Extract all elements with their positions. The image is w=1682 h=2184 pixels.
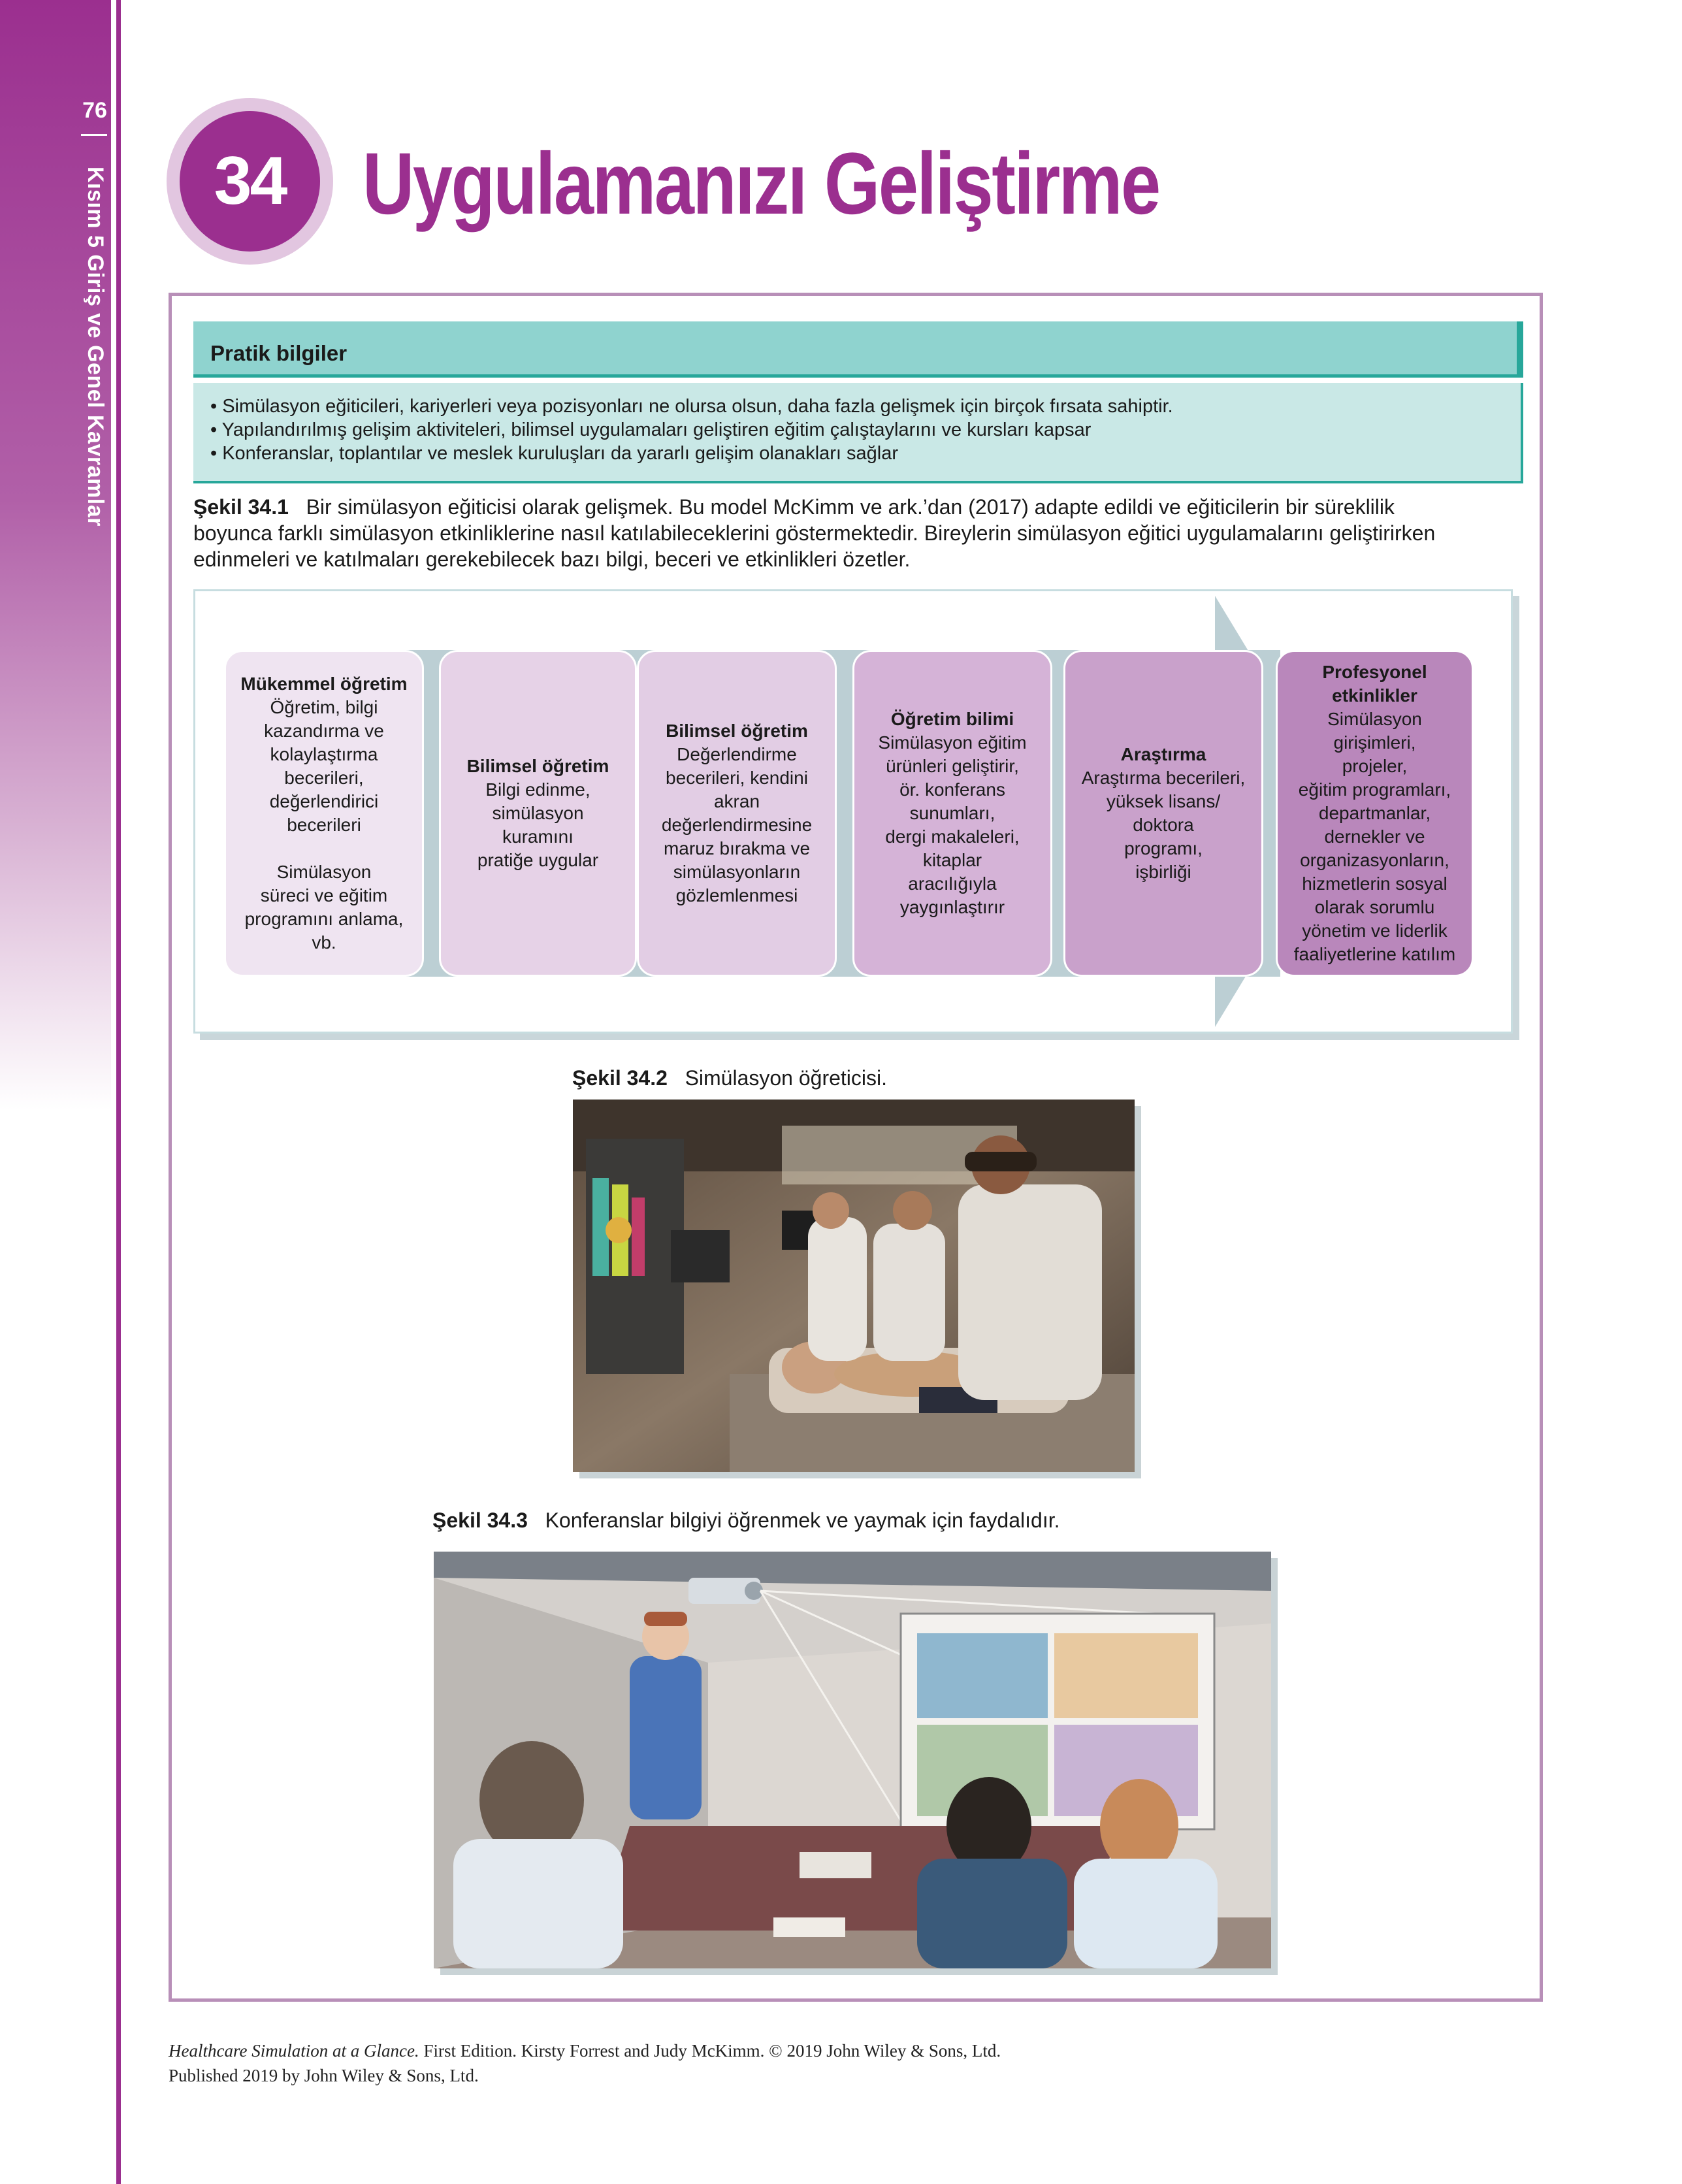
stage-line: projeler, — [1342, 756, 1408, 776]
stage-line: ürünleri geliştirir, — [886, 756, 1019, 776]
simulation-photo-illustration — [573, 1100, 1135, 1472]
stage-line: aracılığıyla — [908, 873, 997, 894]
page-number: 76 — [82, 98, 107, 123]
stage-title: Profesyonel etkinlikler — [1322, 662, 1427, 706]
stage-line: simülasyonların — [673, 862, 801, 882]
stage-line: yönetim ve liderlik — [1302, 921, 1447, 941]
stage-line: gözlemlenmesi — [675, 885, 798, 905]
section-title: Kısım 5 Giriş ve Genel Kavramlar — [83, 167, 108, 527]
practical-item: • Simülasyon eğiticileri, kariyerleri veya pozisyonları ne olursa olsun, daha fazla gelişmek için birçok fırsata sahiptir. — [210, 396, 1173, 417]
figure1-caption — [193, 494, 1526, 572]
figure1-caption-line: Bir simülasyon eğiticisi olarak gelişmek. Bu model McKimm ve ark.’dan (2017) adapte edildi ve eğiticilerin bir süreklilik — [306, 495, 1395, 519]
stage-line: süreci ve eğitim — [260, 885, 388, 905]
stage-line: Simülasyon — [276, 862, 372, 882]
stage-line: Bilgi edinme, — [485, 779, 590, 800]
figure3-caption-text: Konferanslar bilgiyi öğrenmek ve yaymak için faydalıdır. — [545, 1508, 1060, 1532]
stage-line: Araştırma becerileri, — [1081, 768, 1246, 788]
stage-line: işbirliği — [1135, 862, 1191, 882]
stage-box — [1063, 650, 1263, 977]
stage-line: akran — [713, 791, 760, 811]
stage-line: maruz bırakma ve — [663, 838, 811, 858]
stage-line: kolaylaştırma — [270, 744, 378, 764]
stage-box — [1276, 650, 1474, 977]
practical-box-header: Pratik bilgiler — [193, 321, 1523, 378]
sidebar-rule — [116, 0, 121, 2184]
stage-title: Bilimsel öğretim — [466, 756, 609, 776]
figure1-label: Şekil 34.1 — [193, 495, 289, 519]
stage-title: Mükemmel öğretim — [240, 674, 408, 694]
stage-line: olarak sorumlu — [1314, 897, 1435, 917]
stage-line: sunumları, — [909, 803, 995, 823]
stage-line: programını anlama, — [244, 909, 404, 929]
stage-line: kazandırma ve — [264, 721, 384, 741]
stage-line: girişimleri, — [1333, 732, 1416, 753]
footer-book-title: Healthcare Simulation at a Glance. — [169, 2041, 419, 2061]
stage-line: departmanlar, — [1318, 803, 1431, 823]
footer-publisher: Published 2019 by John Wiley & Sons, Ltd. — [169, 2066, 479, 2085]
stage-line: yüksek lisans/ — [1106, 791, 1221, 811]
stage-line: simülasyon — [492, 803, 584, 823]
stage-box — [637, 650, 837, 977]
stage-line: yaygınlaştırır — [899, 897, 1005, 917]
figure1-caption-line: boyunca farklı simülasyon etkinliklerine nasıl katılabileceklerini göstermektedir. Bireylerin simülasyon eğitici uygulamalarını geliştirirken — [193, 521, 1436, 545]
footer-citation — [169, 2038, 1001, 2088]
stage-line: eğitim programları, — [1298, 779, 1451, 800]
stage-line: pratiğe uygular — [477, 850, 599, 870]
practical-box-body — [193, 383, 1523, 483]
conference-illustration-drawing — [434, 1552, 1271, 1968]
stage-line: ör. konferans — [899, 779, 1005, 800]
stage-line: doktora — [1133, 815, 1194, 835]
stage-line: kuramını — [502, 826, 574, 847]
stage-line: organizasyonların, — [1300, 850, 1449, 870]
practical-item: • Konferanslar, toplantılar ve meslek kuruluşları da yararlı gelişim olanakları sağlar — [210, 443, 899, 464]
stage-title: Araştırma — [1120, 744, 1206, 764]
practical-item: • Yapılandırılmış gelişim aktiviteleri, bilimsel uygulamaları geliştiren eğitim çalıştaylarını ve kursları kapsar — [210, 419, 1092, 440]
figure2-caption-text: Simülasyon öğreticisi. — [685, 1066, 888, 1090]
stage-line: Değerlendirme — [677, 744, 797, 764]
chapter-number: 34 — [180, 111, 320, 252]
figure3-label: Şekil 34.3 — [432, 1508, 528, 1532]
stage-line: hizmetlerin sosyal — [1302, 873, 1447, 894]
figure1-caption-line: edinmeleri ve katılmaları gerekebilecek bazı bilgi, beceri ve etkinlikleri özetler. — [193, 547, 911, 571]
conference-illustration — [434, 1552, 1271, 1968]
figure3-caption — [432, 1507, 1059, 1533]
stage-box — [852, 650, 1052, 977]
stage-line: becerileri, kendini — [666, 768, 808, 788]
stage-box — [439, 650, 637, 977]
stage-line: kitaplar — [922, 850, 982, 870]
stage-line: becerileri, — [284, 768, 364, 788]
chapter-title: Uygulamanızı Geliştirme — [363, 135, 1159, 233]
stage-line: vb. — [312, 932, 336, 953]
stage-line: dergi makaleleri, — [885, 826, 1020, 847]
stage-line: dernekler ve — [1324, 826, 1425, 847]
stage-title: Bilimsel öğretim — [666, 721, 808, 741]
figure2-caption — [572, 1065, 887, 1091]
page-number-divider — [81, 134, 107, 136]
simulation-photo — [573, 1100, 1135, 1472]
stage-line: faaliyetlerine katılım — [1293, 944, 1456, 964]
stage-line: Simülasyon — [1327, 709, 1422, 729]
stage-line: Simülasyon eğitim — [878, 732, 1027, 753]
figure2-label: Şekil 34.2 — [572, 1066, 668, 1090]
stage-line: değerlendirici — [269, 791, 379, 811]
stage-title: Öğretim bilimi — [890, 709, 1014, 729]
stage-line: Öğretim, bilgi — [270, 697, 378, 717]
stage-box — [224, 650, 424, 977]
stage-line: becerileri — [287, 815, 361, 835]
stage-line: değerlendirmesine — [661, 815, 813, 835]
stage-line: programı, — [1124, 838, 1203, 858]
footer-edition: First Edition. Kirsty Forrest and Judy McKimm. © 2019 John Wiley & Sons, Ltd. — [419, 2041, 1001, 2061]
